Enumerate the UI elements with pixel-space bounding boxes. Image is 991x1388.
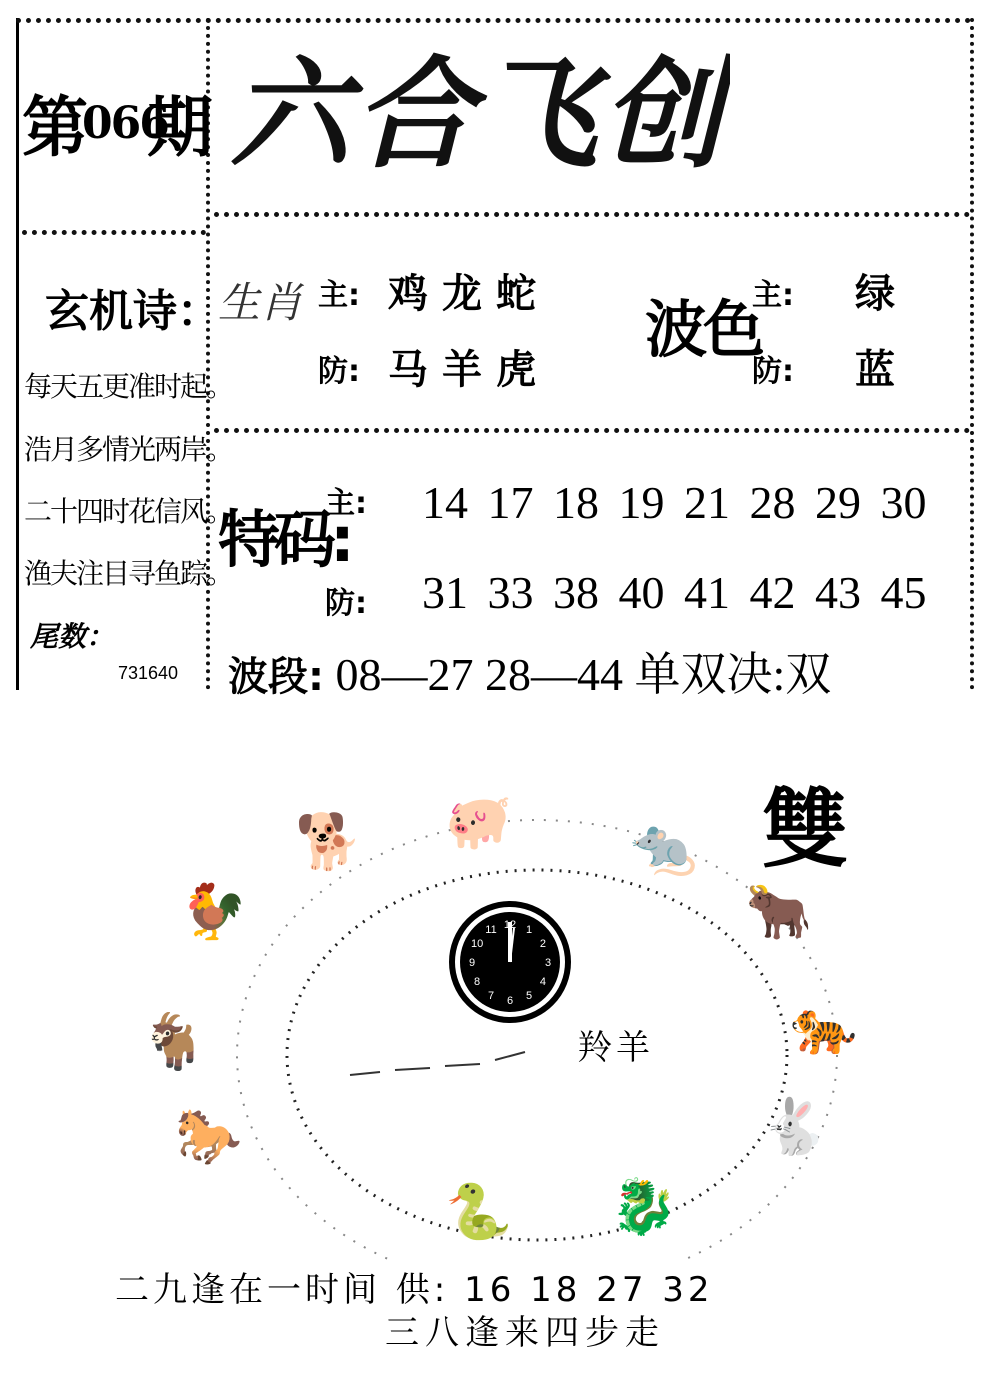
poem-line: 渔夫注目寻鱼踪。 (24, 557, 233, 590)
issue-suffix: 期 (147, 88, 213, 166)
horse-icon: 🐎 (175, 1105, 243, 1168)
mid-divider (214, 428, 970, 433)
clock-number: 7 (487, 989, 495, 1002)
clock-number: 8 (474, 976, 481, 988)
band-range: 08—27 28—44 (335, 649, 623, 700)
zodiac-label: 生肖 (218, 278, 303, 327)
poem-title: 玄机诗： (45, 286, 221, 337)
poem-line: 每天五更准时起。 (24, 370, 233, 403)
zodiac-guard-key: 防: (318, 354, 360, 389)
clock-number: 12 (503, 919, 517, 931)
clock-number: 9 (468, 957, 476, 969)
clock-number: 11 (485, 924, 497, 937)
rabbit-icon: 🐇 (760, 1095, 828, 1158)
clock-icon (452, 904, 568, 1020)
wave-guard-key: 防: (752, 354, 794, 389)
left-border (16, 18, 19, 690)
issue-divider (22, 230, 206, 235)
odd-even-label: 单双决: (634, 649, 786, 700)
clock-number: 10 (470, 938, 484, 950)
clock-number: 3 (544, 957, 552, 969)
special-main-numbers: 14 17 18 19 21 28 29 30 (422, 477, 927, 528)
wave-guard-value: 蓝 (855, 347, 909, 393)
clock-number: 6 (506, 995, 514, 1007)
zodiac-wheel (0, 700, 991, 1260)
tail-label: 尾数： (30, 620, 115, 653)
dragon-icon: 🐉 (610, 1175, 678, 1238)
issue-digits: 066 (82, 98, 168, 149)
special-label: 特码: (218, 503, 349, 576)
snake-icon: 🐍 (445, 1180, 513, 1243)
ox-icon: 🐂 (745, 880, 813, 943)
special-main-key: 主: (325, 486, 367, 521)
footer-line-2: 三八逢来四步走 (385, 1313, 665, 1353)
page-title: 六合飞创 (230, 44, 726, 185)
poem-line: 二十四时花信风。 (24, 495, 233, 528)
issue-number (22, 40, 213, 215)
tiger-icon: 🐅 (790, 995, 858, 1058)
wave-main-value: 绿 (855, 271, 909, 317)
goat-icon: 🐐 (140, 1010, 208, 1073)
pig-icon: 🐖 (445, 790, 513, 853)
big-character: 雙 (762, 779, 848, 880)
rat-icon: 🐀 (630, 815, 698, 878)
dashed-hint (350, 1052, 525, 1075)
top-border (16, 18, 971, 23)
zodiac-main-key: 主: (318, 278, 360, 313)
clock-number: 4 (539, 976, 546, 988)
center-caption: 羚羊 (578, 1028, 654, 1068)
special-guard-numbers: 31 33 38 40 41 42 43 45 (422, 567, 927, 618)
wave-label: 波色 (645, 293, 762, 366)
tail-value: 731640 (118, 663, 179, 683)
band-label: 波段: (228, 654, 324, 700)
right-border (970, 18, 974, 690)
clock-number: 5 (525, 989, 533, 1002)
band-row (228, 638, 831, 704)
rooster-icon: 🐓 (180, 880, 248, 943)
special-guard-key: 防: (325, 586, 367, 621)
wave-main-key: 主: (752, 278, 794, 313)
clock-number: 2 (539, 938, 546, 950)
odd-even-value: 双 (785, 649, 832, 700)
issue-prefix: 第 (22, 88, 88, 166)
clock-number: 1 (525, 924, 533, 937)
zodiac-guard-value: 马羊虎 (388, 347, 550, 393)
dog-icon: 🐕 (295, 810, 363, 873)
zodiac-main-value: 鸡龙蛇 (388, 271, 550, 317)
header-divider (214, 212, 970, 217)
footer-line-1: 二九逢在一时间 供: 16 18 27 32 (115, 1270, 714, 1310)
poem-line: 浩月多情光两岸。 (24, 433, 233, 466)
